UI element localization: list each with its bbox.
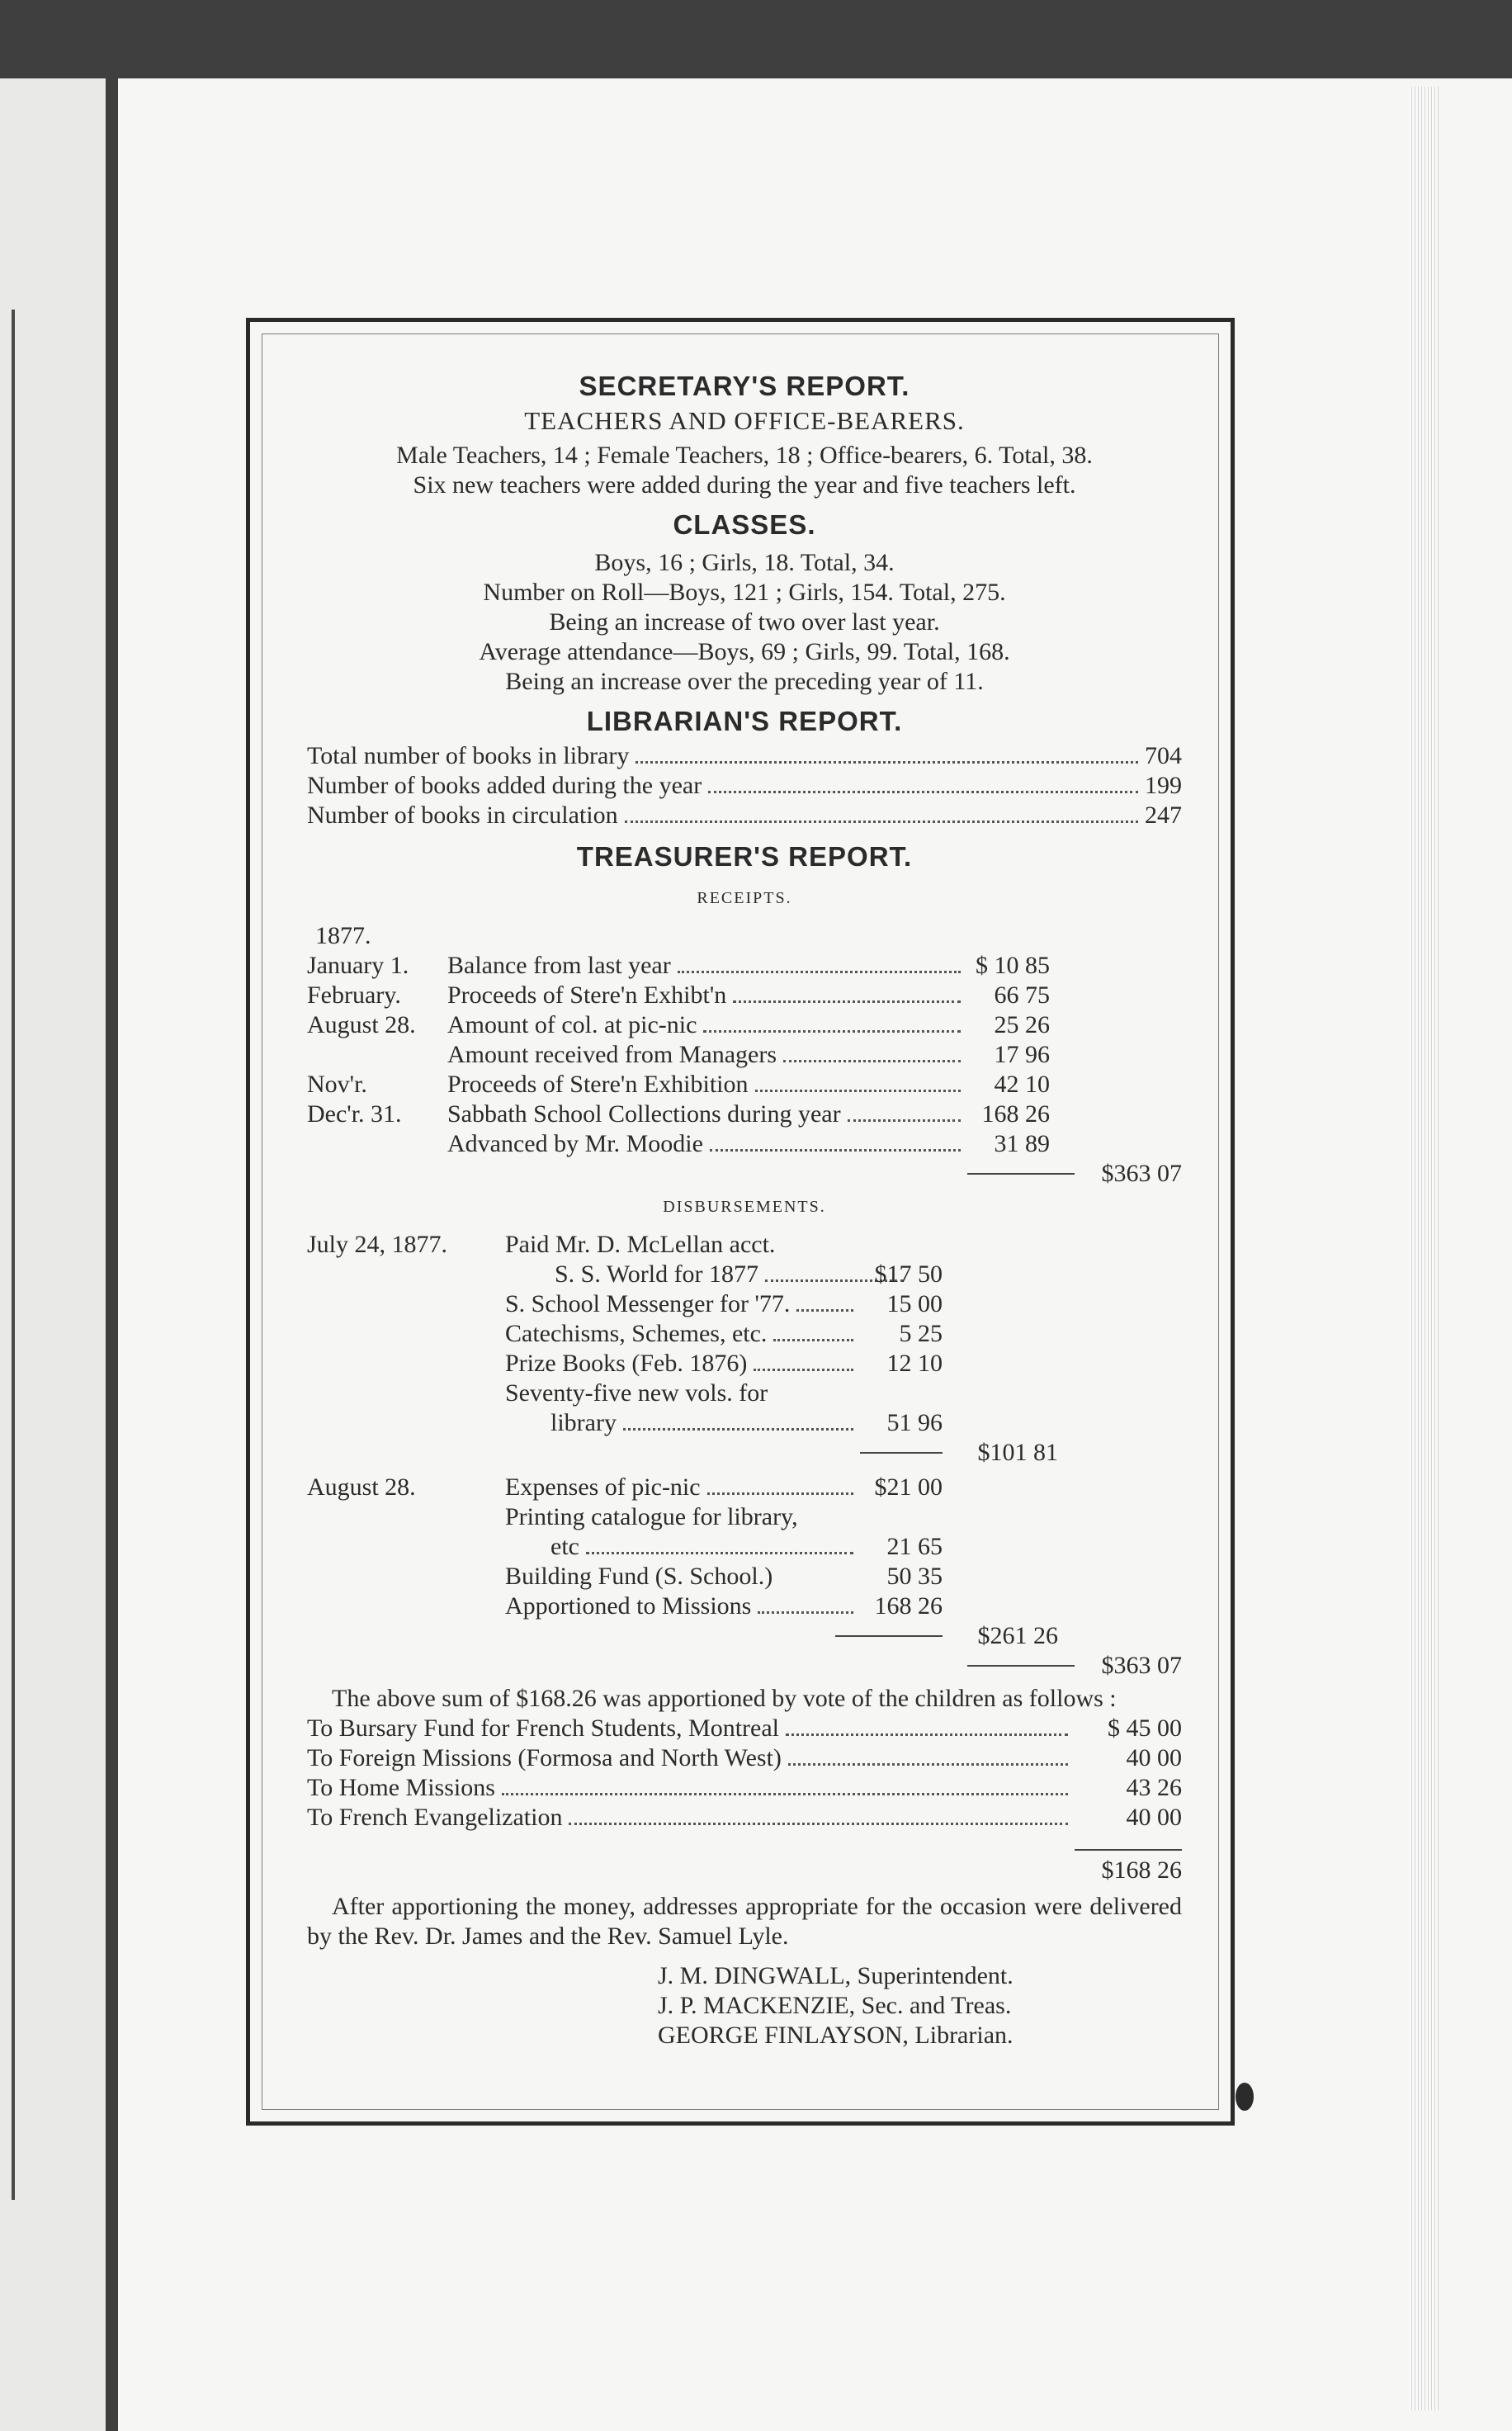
receipt-row — [307, 1040, 1182, 1070]
receipt-desc-cell — [447, 1040, 967, 1070]
teachers-line: Male Teachers, 14 ; Female Teachers, 18 ; Office-bearers, 6. Total, 38. — [396, 442, 1093, 469]
receipt-date: August 28. — [307, 1011, 416, 1038]
leader-dots — [773, 1339, 853, 1341]
receipts-total: $363 07 — [1101, 1160, 1182, 1187]
receipt-desc: Proceeds of Stere'n Exhibt'n — [447, 981, 727, 1009]
treasurer-heading: TREASURER'S REPORT. — [576, 841, 913, 872]
disbursement-intro: Paid Mr. D. McLellan acct. — [505, 1231, 776, 1258]
classes-line: Number on Roll—Boys, 121 ; Girls, 154. Total, 275. — [483, 579, 1006, 606]
receipt-desc-cell — [447, 1100, 967, 1129]
apportionment-row — [307, 1714, 1182, 1743]
receipt-desc-cell — [447, 951, 967, 981]
leader-dots — [623, 1428, 853, 1431]
receipt-desc-cell — [447, 1010, 967, 1040]
signature-treasurer: J. P. MACKENZIE, Sec. and Treas. — [658, 1992, 1012, 2019]
disbursement-desc: Catechisms, Schemes, etc. — [505, 1320, 768, 1347]
disbursement-amount: 21 65 — [886, 1533, 943, 1560]
secretary-heading: SECRETARY'S REPORT. — [579, 371, 910, 401]
classes-line: Being an increase over the preceding year of 11. — [505, 668, 984, 695]
receipt-date: January 1. — [307, 952, 409, 979]
disbursements-total-line — [307, 1651, 1182, 1681]
apportionment-label: To Home Missions — [307, 1774, 495, 1801]
left-page-border — [0, 310, 15, 2200]
apportionment-amount: 40 00 — [1126, 1744, 1182, 1771]
disbursement-desc: library — [550, 1409, 617, 1436]
disbursement-row — [307, 1408, 1182, 1438]
disbursement-subtotal: $261 26 — [977, 1622, 1058, 1649]
disbursement-amount: $21 00 — [874, 1473, 943, 1501]
disbursement-desc: Building Fund (S. School.) — [505, 1563, 773, 1590]
disbursement-desc: Prize Books (Feb. 1876) — [505, 1350, 748, 1377]
signatures — [307, 1961, 1182, 2050]
disbursement-subtotal: $101 81 — [977, 1439, 1058, 1466]
disbursement-row — [307, 1562, 1182, 1592]
subtotal-rule — [860, 1452, 943, 1454]
receipt-amount: 17 96 — [994, 1041, 1050, 1068]
disbursement-subtotal-row — [307, 1438, 1182, 1468]
receipt-desc-cell — [447, 1070, 967, 1100]
leader-dots — [783, 1060, 961, 1062]
receipts-list — [307, 951, 1182, 1159]
disbursement-amount: 168 26 — [874, 1592, 943, 1620]
leader-dots — [708, 791, 1138, 793]
leader-dots — [758, 1611, 853, 1614]
disbursement-desc: Apportioned to Missions — [505, 1592, 752, 1620]
total-rule — [967, 1665, 1075, 1667]
disbursement-row — [307, 1473, 1182, 1502]
disbursement-desc: Seventy-five new vols. for — [505, 1379, 768, 1407]
receipt-date: Nov'r. — [307, 1071, 367, 1098]
disbursement-row — [307, 1289, 1182, 1319]
disbursement-desc-cell — [505, 1379, 860, 1408]
disbursement-row — [307, 1230, 1182, 1260]
disbursement-desc: S. S. World for 1877 — [555, 1260, 759, 1288]
page-edge — [1409, 87, 1439, 2410]
apportionment-row — [307, 1743, 1182, 1773]
classes-line: Boys, 16 ; Girls, 18. Total, 34. — [594, 549, 895, 576]
disbursement-subtotal-row — [307, 1621, 1182, 1651]
disbursement-row — [307, 1502, 1182, 1532]
receipt-desc: Amount received from Managers — [447, 1041, 777, 1068]
disbursement-desc-cell — [505, 1408, 860, 1438]
leader-dots — [703, 1030, 961, 1033]
receipt-row — [307, 1100, 1182, 1129]
librarian-value: 247 — [1145, 802, 1182, 829]
disbursements-heading: DISBURSEMENTS. — [663, 1198, 826, 1216]
leader-dots — [569, 1823, 1068, 1825]
receipt-desc: Proceeds of Stere'n Exhibition — [447, 1071, 749, 1098]
leader-dots — [625, 821, 1138, 823]
classes-line: Average attendance—Boys, 69 ; Girls, 99. Total, 168. — [479, 638, 1010, 665]
librarian-heading: LIBRARIAN'S REPORT. — [586, 706, 903, 736]
receipt-amount: 168 26 — [981, 1100, 1050, 1128]
leader-dots — [848, 1119, 961, 1122]
disbursement-desc-cell — [505, 1289, 860, 1319]
receipts-total-line — [307, 1159, 1182, 1189]
disbursement-desc: S. School Messenger for '77. — [505, 1290, 791, 1317]
leader-dots — [678, 971, 961, 973]
receipt-date: February. — [307, 981, 401, 1009]
leader-dots — [754, 1369, 853, 1371]
leader-dots — [707, 1492, 853, 1495]
disbursement-desc-cell — [555, 1260, 910, 1289]
teachers-note: Six new teachers were added during the year and five teachers left. — [413, 471, 1076, 499]
classes-line: Being an increase of two over last year. — [549, 608, 940, 636]
leader-dots — [502, 1793, 1068, 1795]
receipts-heading: RECEIPTS. — [697, 889, 792, 907]
disbursement-desc-cell — [505, 1473, 860, 1502]
total-rule — [967, 1173, 1075, 1175]
receipt-amount: 66 75 — [994, 981, 1050, 1009]
librarian-label: Total number of books in library — [307, 742, 630, 769]
disbursement-row — [307, 1319, 1182, 1349]
disbursement-desc-cell — [505, 1502, 860, 1532]
disbursement-desc: Printing catalogue for library, — [505, 1503, 798, 1530]
librarian-label: Number of books added during the year — [307, 772, 702, 799]
receipt-row — [307, 951, 1182, 981]
disbursement-date: July 24, 1877. — [307, 1231, 448, 1258]
leader-dots — [796, 1309, 853, 1312]
disbursement-row — [307, 1260, 1182, 1289]
disbursement-row — [307, 1349, 1182, 1379]
apportionment-total: $168 26 — [1101, 1856, 1182, 1884]
disbursements-total: $363 07 — [1101, 1652, 1182, 1679]
librarian-row — [307, 771, 1182, 801]
leader-dots — [636, 761, 1138, 764]
closing-paragraph: After apportioning the money, addresses appropriate for the occasion were delivered by the Rev. Dr. James and the Rev. Samuel Lyle. — [307, 1893, 1182, 1950]
disbursement-row — [307, 1379, 1182, 1408]
disbursement-amount: 12 10 — [886, 1350, 943, 1377]
librarian-row — [307, 741, 1182, 771]
disbursement-date: August 28. — [307, 1473, 416, 1501]
receipt-desc: Sabbath School Collections during year — [447, 1100, 841, 1128]
disbursement-desc: Expenses of pic-nic — [505, 1473, 701, 1501]
disbursement-desc-cell — [505, 1532, 860, 1562]
apportionment-row — [307, 1773, 1182, 1803]
apportionment-label: To Foreign Missions (Formosa and North West) — [307, 1744, 782, 1771]
disbursement-amount: 15 00 — [886, 1290, 943, 1317]
subtotal-rule — [835, 1635, 943, 1637]
leader-dots — [710, 1149, 961, 1152]
receipt-desc: Amount of col. at pic-nic — [447, 1011, 697, 1038]
receipt-row — [307, 1070, 1182, 1100]
apportionment-amount: $ 45 00 — [1108, 1714, 1182, 1742]
receipt-row — [307, 1010, 1182, 1040]
disbursement-desc-cell — [505, 1562, 860, 1592]
disbursement-amount: 50 35 — [886, 1563, 943, 1590]
receipt-desc: Advanced by Mr. Moodie — [447, 1130, 703, 1157]
teachers-heading: TEACHERS AND OFFICE-BEARERS. — [524, 406, 965, 435]
librarian-label: Number of books in circulation — [307, 802, 618, 829]
receipt-row — [307, 981, 1182, 1010]
leader-dots — [586, 1552, 853, 1554]
report-content — [307, 363, 1182, 2050]
disbursement-desc-cell — [505, 1349, 860, 1379]
leader-dots — [786, 1733, 1068, 1736]
receipt-amount: 42 10 — [994, 1071, 1050, 1098]
receipt-desc: Balance from last year — [447, 952, 671, 979]
classes-heading: CLASSES. — [673, 509, 816, 540]
signature-librarian: GEORGE FINLAYSON, Librarian. — [658, 2022, 1014, 2049]
disbursement-desc: etc — [550, 1533, 579, 1560]
receipts-year: 1877. — [315, 922, 371, 949]
signature-superintendent: J. M. DINGWALL, Superintendent. — [658, 1962, 1014, 1989]
apportionment-label: To French Evangelization — [307, 1804, 563, 1831]
disbursement-row — [307, 1592, 1182, 1621]
disbursement-amount: $17 50 — [874, 1260, 943, 1288]
left-page — [0, 78, 106, 2431]
receipt-desc-cell — [447, 981, 967, 1010]
leader-dots — [755, 1090, 962, 1092]
disbursement-desc-cell — [505, 1319, 860, 1349]
apportionment-intro: The above sum of $168.26 was apportioned by vote of the children as follows : — [332, 1685, 1117, 1712]
ink-blot — [1236, 2083, 1254, 2111]
apportionment-label: To Bursary Fund for French Students, Montreal — [307, 1714, 779, 1742]
disbursement-amount: 51 96 — [886, 1409, 943, 1436]
disbursement-amount: 5 25 — [899, 1320, 943, 1347]
apportionment-amount: 40 00 — [1126, 1804, 1182, 1831]
librarian-row — [307, 801, 1182, 830]
leader-dots — [733, 1000, 961, 1003]
receipt-desc-cell — [447, 1129, 967, 1159]
disbursement-desc-cell — [505, 1592, 860, 1621]
apportionment-amount: 43 26 — [1126, 1774, 1182, 1801]
leader-dots — [788, 1763, 1068, 1766]
receipt-date: Dec'r. 31. — [307, 1100, 402, 1128]
receipt-amount: 31 89 — [994, 1130, 1050, 1157]
librarian-value: 199 — [1145, 772, 1182, 799]
librarian-value: 704 — [1145, 742, 1182, 769]
apportionment-row — [307, 1803, 1182, 1833]
receipt-amount: 25 26 — [994, 1011, 1050, 1038]
receipt-amount: $ 10 85 — [976, 952, 1050, 979]
receipt-row — [307, 1129, 1182, 1159]
disbursement-row — [307, 1532, 1182, 1562]
apportionment-total-line — [1075, 1849, 1182, 1885]
